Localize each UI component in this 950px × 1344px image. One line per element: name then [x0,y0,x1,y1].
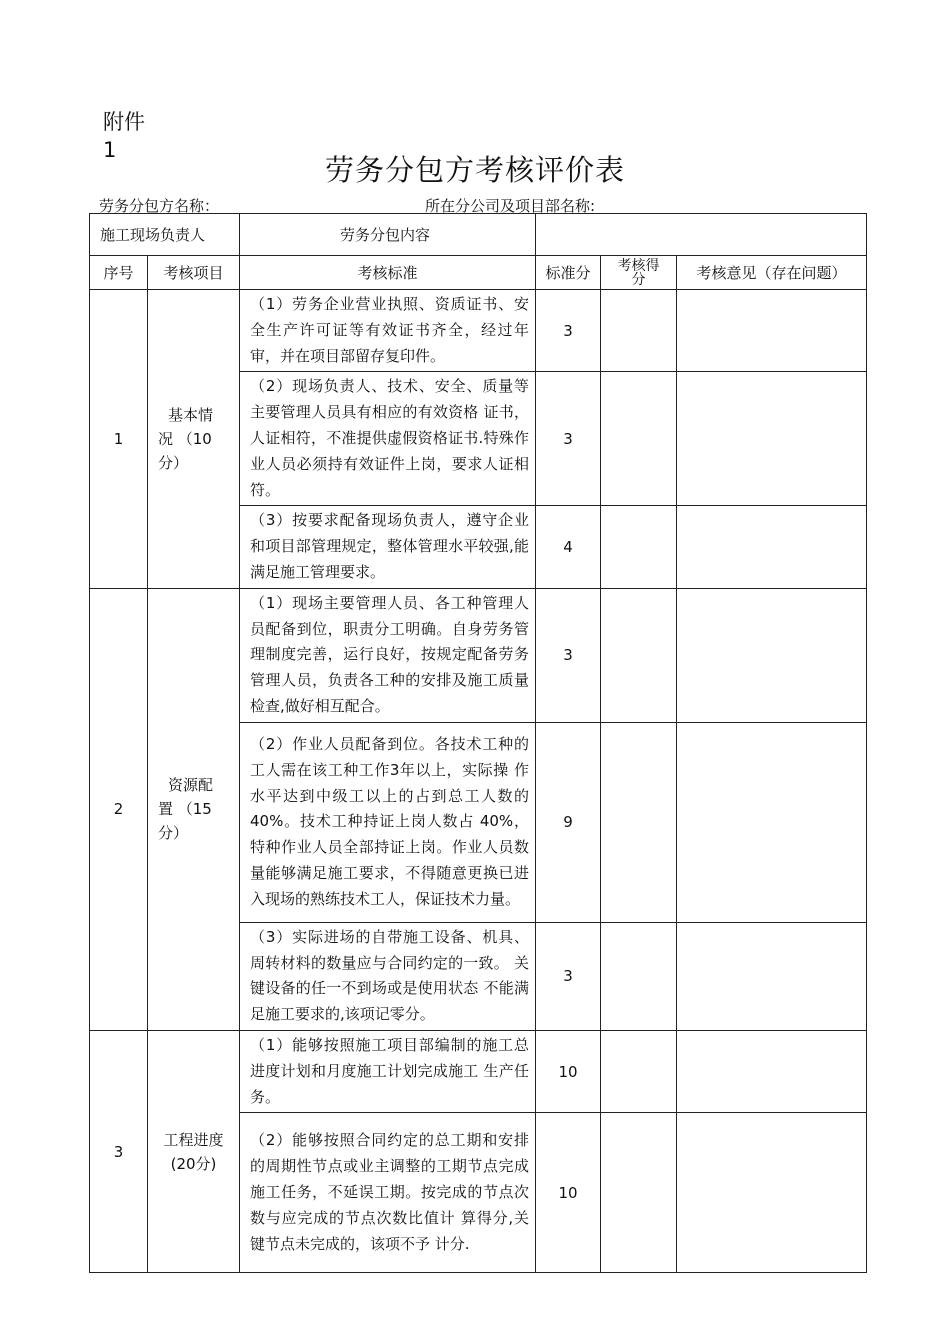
group-item-line: 分） [158,824,189,843]
header-got-score-line1: 考核得 [617,257,660,274]
group-item-line: (20分) [170,1154,217,1173]
table-row [90,290,867,372]
standard-score: 3 [536,372,601,506]
subcontractor-name-label: 劳务分包方名称： [99,197,220,215]
opinion-cell[interactable] [677,922,867,1030]
standard-text: （1）现场主要管理人员、各工种管理人员配备到位，职责分工明确。自身劳务管理制度完善，运行良好，按规定配备劳务管理人员，负责各工种的安排及施工质量检查,做好相互配合。 [240,588,536,722]
header-opinion: 考核意见（存在问题） [677,256,867,290]
header-got-score-line2: 分 [631,271,646,288]
standard-score: 3 [536,290,601,372]
table-row [90,1030,867,1112]
group-number: 1 [90,290,148,589]
branch-project-label: 所在分公司及项目部名称: [425,197,596,215]
group-item [148,290,240,589]
got-score-cell[interactable] [601,290,677,372]
group-item-line: 资源配 [168,776,214,795]
group-item [148,588,240,1030]
opinion-cell[interactable] [677,1030,867,1112]
got-score-cell[interactable] [601,1113,677,1273]
got-score-cell[interactable] [601,588,677,722]
opinion-cell[interactable] [677,722,867,922]
standard-text: （2）现场负责人、技术、安全、质量等主要管理人员具有相应的有效资格 证书，人证相符，不准提供虚假资格证书.特殊作业人员必须持有效证件上岗，要求人证相符。 [240,372,536,506]
standard-text: （3）按要求配备现场负责人，遵守企业和项目部管理规定，整体管理水平较强,能满足施工管理要求。 [240,506,536,588]
attachment-word: 附件 [103,110,145,134]
opinion-cell[interactable] [677,1113,867,1273]
top-info-row [90,214,867,256]
header-score: 标准分 [536,256,601,290]
standard-text: （1）能够按照施工项目部编制的施工总进度计划和月度施工计划完成施工 生产任务。 [240,1030,536,1112]
got-score-cell[interactable] [601,372,677,506]
group-item-line: 基本情 [168,405,214,424]
header-standard: 考核标准 [240,256,536,290]
standard-score: 3 [536,922,601,1030]
got-score-cell[interactable] [601,1030,677,1112]
group-item [148,1030,240,1272]
got-score-cell[interactable] [601,506,677,588]
standard-score: 10 [536,1030,601,1112]
standard-text: （3）实际进场的自带施工设备、机具、 周转材料的数量应与合同约定的一致。 关键设备的任一不到场或是使用状态 不能满足施工要求的,该项记零分。 [240,922,536,1030]
evaluation-table [89,213,867,1273]
got-score-cell[interactable] [601,722,677,922]
group-item-line: 况 （10 [158,429,212,448]
header-no: 序号 [90,256,148,290]
header-item: 考核项目 [148,256,240,290]
standard-text: （2）能够按照合同约定的总工期和安排 的周期性节点或业主调整的工期节点完成施工任务，不延误工期。按完成的节点次数与应完成的节点次数比值计 算得分,关键节点未完成的，该项不予 计分. [240,1113,536,1273]
standard-text: （1）劳务企业营业执照、资质证书、安全生产许可证等有效证书齐全，经过年审，并在项目部留存复印件。 [240,290,536,372]
group-number: 3 [90,1030,148,1272]
group-item-line: 置 （15 [158,800,212,819]
attachment-number: 1 [103,138,117,162]
group-item-line: 分） [158,453,189,472]
opinion-cell[interactable] [677,290,867,372]
standard-text: （2）作业人员配备到位。各技术工种的 工人需在该工种工作3年以上，实际操 作水平达到中级工以上的占到总工人数的40%。技术工种持证上岗人数占 40%，特种作业人员全部持证上岗。作业人员数量能够满足施工要求，不得随意更换已进入现场的熟练技术工人，保证技术力量。 [240,722,536,922]
standard-score: 4 [536,506,601,588]
subcontract-content-label: 劳务分包内容 [240,214,536,256]
got-score-cell[interactable] [601,922,677,1030]
standard-score: 9 [536,722,601,922]
group-item-line: 工程进度 [163,1130,224,1149]
standard-score: 10 [536,1113,601,1273]
header-got-score [601,256,677,290]
page-title: 劳务分包方考核评价表 [324,153,625,187]
site-manager-label: 施工现场负责人 [90,214,240,256]
opinion-cell[interactable] [677,506,867,588]
top-info-empty-cell[interactable] [536,214,867,256]
group-number: 2 [90,588,148,1030]
opinion-cell[interactable] [677,588,867,722]
table-row [90,588,867,722]
header-row [90,256,867,290]
standard-score: 3 [536,588,601,722]
opinion-cell[interactable] [677,372,867,506]
